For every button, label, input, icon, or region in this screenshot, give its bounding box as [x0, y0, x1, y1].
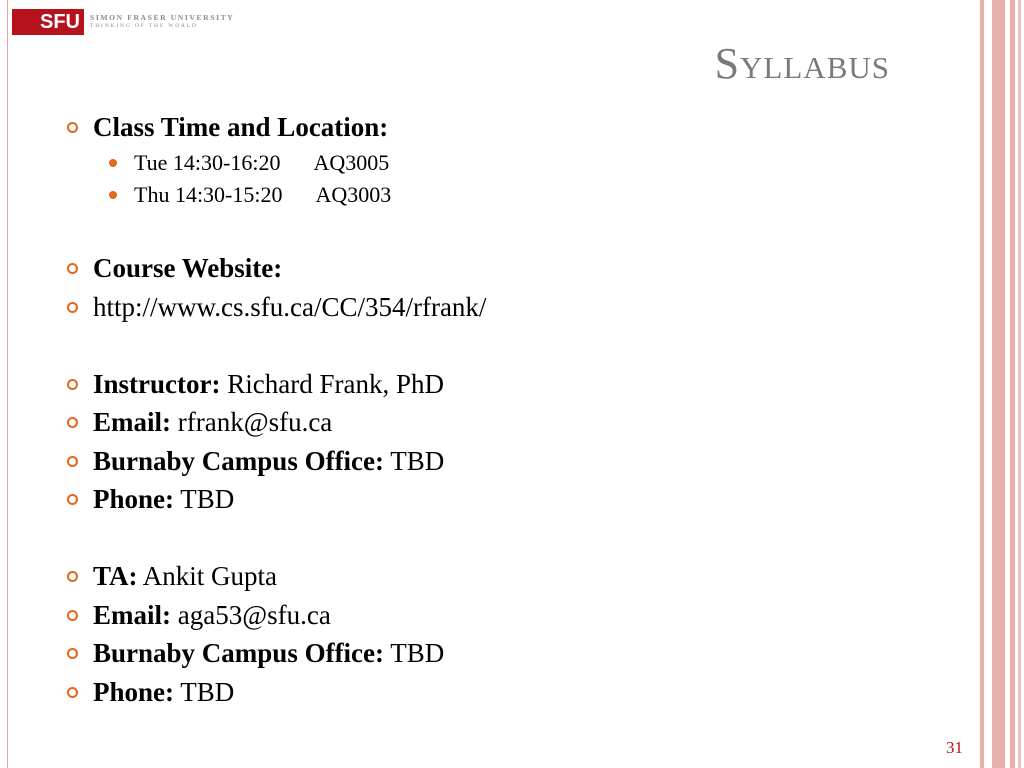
session-room: AQ3005 [313, 149, 390, 175]
bullet-instructor [60, 365, 940, 404]
university-tagline: THINKING OF THE WORLD [90, 23, 198, 29]
bullet-instructor-office [60, 442, 940, 481]
page-number: 31 [946, 738, 963, 757]
email-label: Email: [93, 599, 171, 630]
class-time-label: Class Time and Location: [93, 112, 389, 142]
sfu-logo [12, 9, 234, 35]
instructor-label: Instructor: [93, 368, 221, 399]
session-room: AQ3003 [315, 181, 392, 207]
ta-label: TA: [93, 561, 138, 591]
bullet-dot-icon [109, 191, 117, 199]
course-website-label: Course Website: [93, 253, 283, 283]
spacer [60, 519, 940, 558]
bullet-ring-icon [67, 379, 78, 390]
bullet-ring-icon [67, 263, 78, 274]
bullet-ta [60, 557, 940, 596]
instructor-office: TBD [384, 445, 445, 476]
bullet-ring-icon [67, 417, 78, 428]
bullet-ring-icon [67, 571, 78, 582]
email-label: Email: [93, 407, 171, 437]
slide-body [60, 108, 940, 711]
bullet-instructor-phone [60, 480, 940, 519]
course-website-url[interactable]: http://www.cs.sfu.ca/CC/354/rfrank/ [93, 291, 487, 322]
bullet-ring-icon [67, 456, 78, 467]
bullet-dot-icon [109, 159, 117, 167]
bullet-ring-icon [67, 494, 78, 505]
office-label: Burnaby Campus Office: [93, 638, 385, 668]
session-item [60, 147, 940, 179]
sfu-logo-mark [12, 9, 84, 35]
bullet-ta-office [60, 634, 940, 673]
decorative-stripes [980, 0, 1024, 768]
session-time: Tue 14:30-16:20 [134, 149, 281, 175]
ta-phone: TBD [174, 676, 235, 707]
bullet-ring-icon [67, 302, 78, 313]
session-item [60, 179, 940, 211]
bullet-ring-icon [67, 122, 78, 133]
university-name: SIMON FRASER UNIVERSITY [90, 13, 235, 23]
stripe-2 [992, 0, 1005, 768]
spacer [60, 326, 940, 365]
office-label: Burnaby Campus Office: [93, 445, 385, 476]
session-time: Thu 14:30-15:20 [134, 181, 283, 207]
instructor-email[interactable]: rfrank@sfu.ca [171, 407, 333, 437]
bullet-class-time [60, 108, 940, 147]
ta-email[interactable]: aga53@sfu.ca [171, 599, 331, 630]
instructor-name: Richard Frank, PhD [220, 368, 444, 399]
logo-mark-text: SFU [40, 11, 80, 33]
logo-wordmark [90, 14, 234, 29]
bullet-ta-email [60, 596, 940, 635]
left-border-rule [7, 0, 8, 768]
bullet-ring-icon [67, 648, 78, 659]
bullet-ring-icon [67, 687, 78, 698]
stripe-3 [1010, 0, 1015, 768]
stripe-1 [980, 0, 984, 768]
spacer [60, 211, 940, 250]
bullet-ta-phone [60, 673, 940, 712]
ta-office: TBD [384, 638, 445, 668]
bullet-instructor-email [60, 403, 940, 442]
phone-label: Phone: [93, 676, 174, 707]
slide-title: Syllabus [714, 39, 890, 88]
bullet-course-url [60, 288, 940, 327]
phone-label: Phone: [93, 484, 174, 514]
instructor-phone: TBD [174, 484, 235, 514]
stripe-4 [1018, 0, 1021, 768]
bullet-ring-icon [67, 610, 78, 621]
ta-name: Ankit Gupta [137, 561, 277, 591]
bullet-course-website [60, 249, 940, 288]
